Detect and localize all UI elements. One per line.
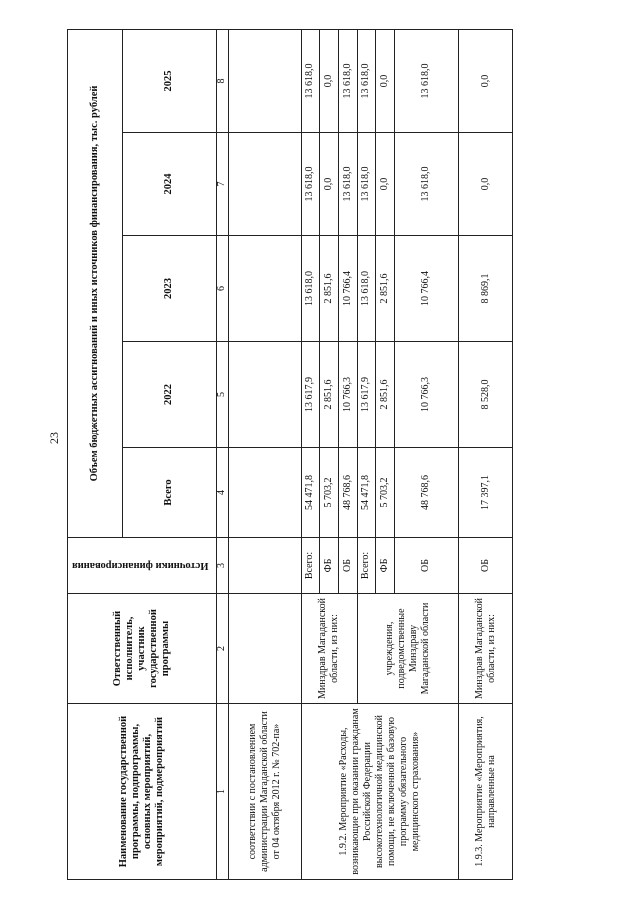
header-total: Всего (123, 448, 216, 538)
source-cell: ОБ (394, 538, 458, 594)
total-cell: 54 471,8 (357, 448, 376, 538)
value-2024: 13 618,0 (301, 133, 320, 236)
value-2025: 0,0 (320, 29, 339, 132)
value-2022: 8 528,0 (459, 342, 513, 448)
col-number-4: 4 (216, 448, 228, 538)
source-cell: Всего: (301, 538, 320, 594)
source-cell: Всего: (357, 538, 376, 594)
total-cell: 5 703,2 (376, 448, 395, 538)
value-2022: 13 617,9 (357, 342, 376, 448)
source-cell: ФБ (320, 538, 339, 594)
col-number-7: 7 (216, 133, 228, 236)
header-source-text: Источники финансирования (71, 560, 209, 572)
total-cell: 54 471,8 (301, 448, 320, 538)
value-2023: 10 766,4 (394, 236, 458, 342)
col-number-6: 6 (216, 236, 228, 342)
row-193-resp: Минздрав Магаданской области, из них: (459, 594, 513, 704)
value-2022: 2 851,6 (320, 342, 339, 448)
value-2023: 13 618,0 (357, 236, 376, 342)
empty-cell (229, 133, 302, 236)
empty-cell (229, 342, 302, 448)
table-row-continued (229, 29, 302, 879)
empty-cell (229, 594, 302, 704)
header-year-2024: 2024 (123, 133, 216, 236)
value-2023: 13 618,0 (301, 236, 320, 342)
empty-cell (229, 538, 302, 594)
header-source (68, 538, 217, 594)
financing-table-box (67, 30, 513, 880)
table-row (301, 29, 320, 879)
value-2023: 10 766,4 (338, 236, 357, 342)
total-cell: 48 768,6 (338, 448, 357, 538)
value-2023: 2 851,6 (376, 236, 395, 342)
value-2022: 10 766,3 (394, 342, 458, 448)
row-continued-name: соответствии с постановлением администрации Магаданской области от 04 октября 2012 г. № 702-па» (229, 704, 302, 880)
col-number-2: 2 (216, 594, 228, 704)
header-year-2025: 2025 (123, 29, 216, 132)
page-number: 23 (47, 432, 61, 444)
header-name: Наименование государственной программы, подпрограммы, основных мероприятий, мероприятий, подмероприятий (68, 704, 217, 880)
value-2025: 13 618,0 (338, 29, 357, 132)
value-2022: 10 766,3 (338, 342, 357, 448)
source-cell: ОБ (338, 538, 357, 594)
financing-table (67, 29, 513, 880)
row-193-name: 1.9.3. Мероприятие «Мероприятия, направленные на (459, 704, 513, 880)
value-2024: 0,0 (376, 133, 395, 236)
row-192-resp-sub: учреждения, подведомственные Минздраву Магаданской области (357, 594, 459, 704)
empty-cell (229, 236, 302, 342)
table-wrapper (67, 30, 513, 880)
value-2025: 13 618,0 (357, 29, 376, 132)
header-row-1 (68, 29, 123, 879)
header-volume: Объем бюджетных ассигнований и иных источников финансирования, тыс. рублей (68, 29, 123, 537)
row-192-resp-main: Минздрав Магаданской области, из них: (301, 594, 357, 704)
value-2023: 8 869,1 (459, 236, 513, 342)
col-number-5: 5 (216, 342, 228, 448)
value-2025: 13 618,0 (301, 29, 320, 132)
header-year-2023: 2023 (123, 236, 216, 342)
value-2024: 0,0 (459, 133, 513, 236)
col-number-8: 8 (216, 29, 228, 132)
value-2022: 2 851,6 (376, 342, 395, 448)
total-cell: 17 397,1 (459, 448, 513, 538)
row-192-name: 1.9.2. Мероприятие «Расходы, возникающие при оказании гражданам Российской Федерации высокотехнологичной медицинской помощи, не включенной в базовую программу обязательного медицинского страхования» (301, 704, 458, 880)
value-2024: 13 618,0 (357, 133, 376, 236)
empty-cell (229, 448, 302, 538)
value-2023: 2 851,6 (320, 236, 339, 342)
value-2024: 13 618,0 (338, 133, 357, 236)
total-cell: 5 703,2 (320, 448, 339, 538)
value-2025: 13 618,0 (394, 29, 458, 132)
header-responsible: Ответственный исполнитель, участник государственной программы (68, 594, 217, 704)
header-year-2022: 2022 (123, 342, 216, 448)
source-cell: ФБ (376, 538, 395, 594)
value-2022: 13 617,9 (301, 342, 320, 448)
col-number-1: 1 (216, 704, 228, 880)
value-2024: 13 618,0 (394, 133, 458, 236)
table-row (459, 29, 513, 879)
source-cell: ОБ (459, 538, 513, 594)
col-number-3: 3 (216, 538, 228, 594)
value-2024: 0,0 (320, 133, 339, 236)
column-numbers-row (216, 29, 228, 879)
total-cell: 48 768,6 (394, 448, 458, 538)
value-2025: 0,0 (459, 29, 513, 132)
value-2025: 0,0 (376, 29, 395, 132)
empty-cell (229, 29, 302, 132)
